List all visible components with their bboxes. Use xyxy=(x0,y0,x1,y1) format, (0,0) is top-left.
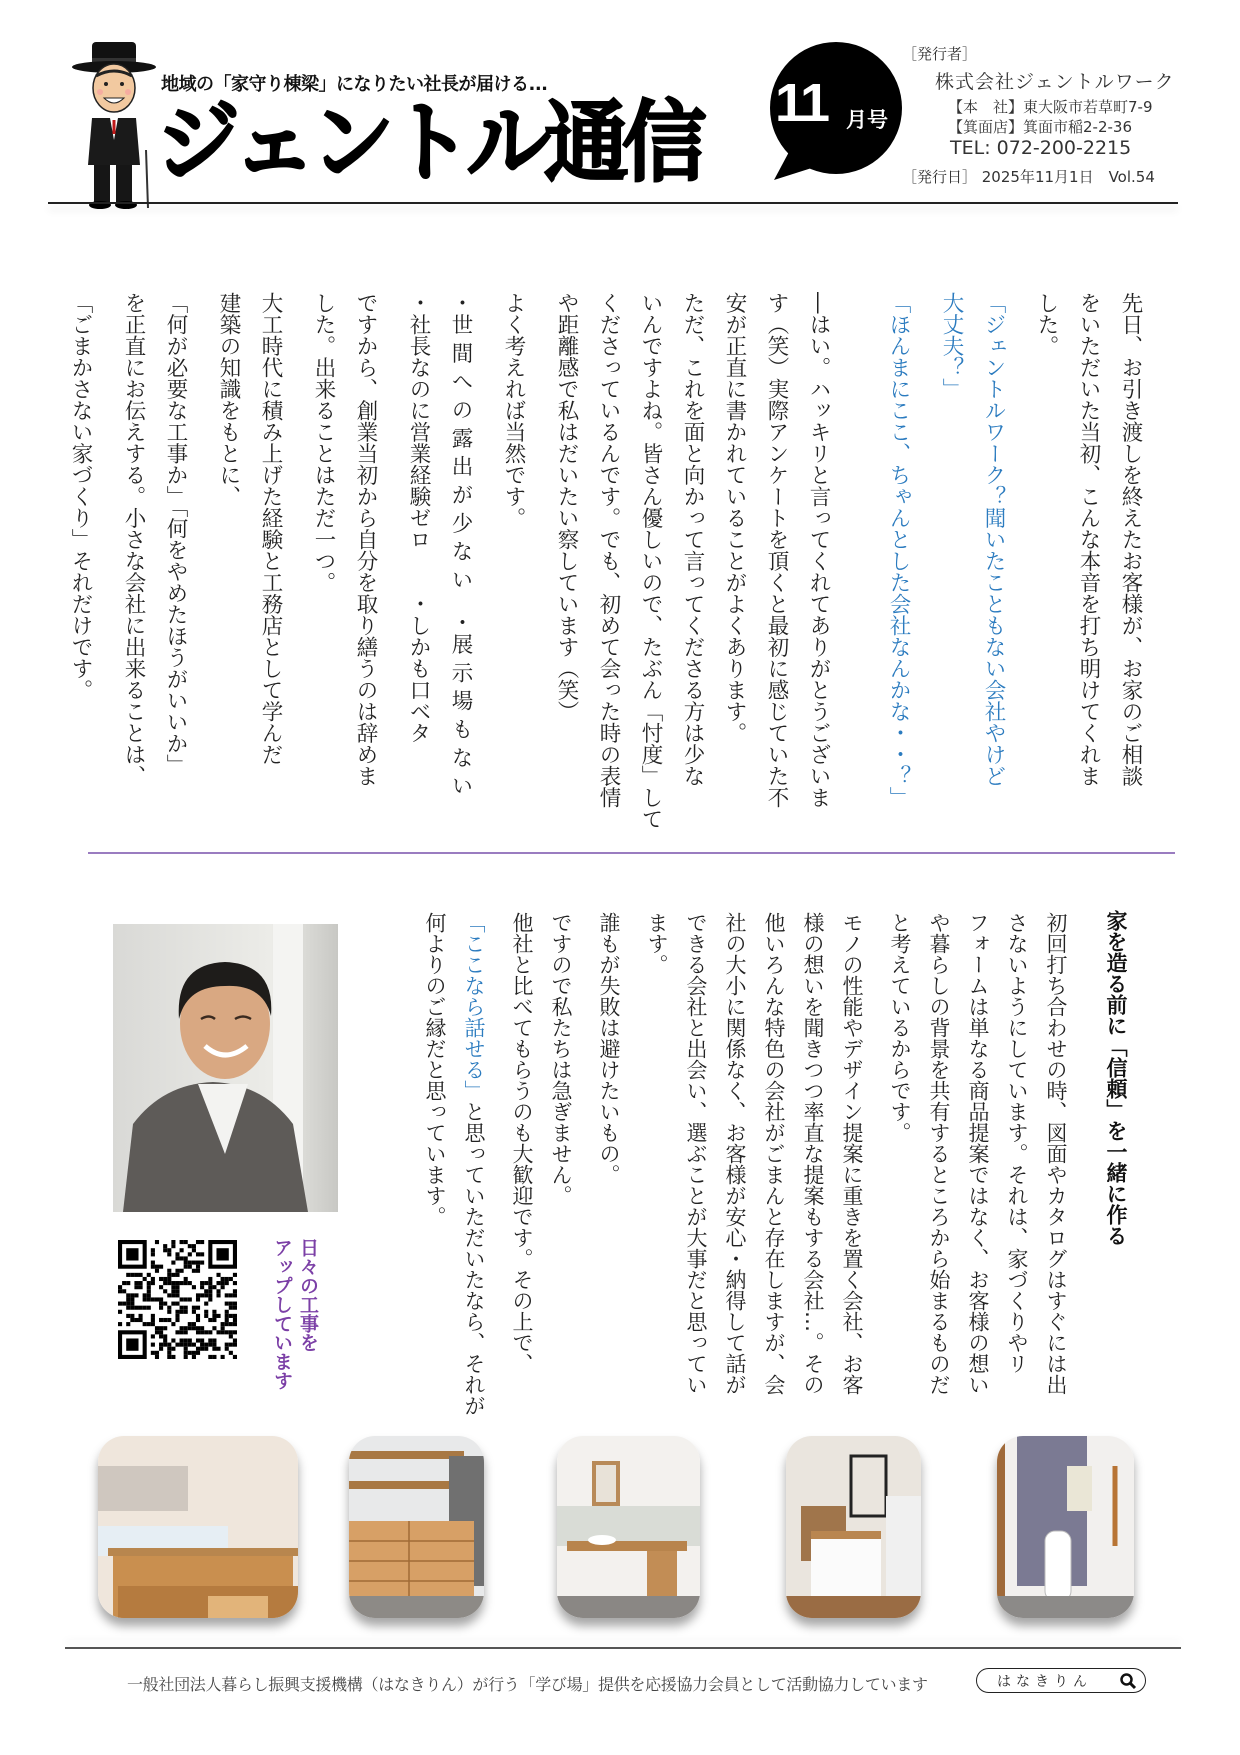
text-column: と考えているからです。 xyxy=(888,912,912,1143)
text-column: ―はい。ハッキリと言ってくれてありがとうございま xyxy=(806,292,831,808)
text-column xyxy=(930,292,972,812)
text-column: モノの性能やデザイン提案に重きを置く会社、お客 xyxy=(840,912,864,1395)
paragraph xyxy=(302,292,386,812)
instagram-caption-line2: アップしています xyxy=(271,1238,293,1390)
paragraph xyxy=(207,292,291,812)
text-column: いんですよね。皆さん優しいので、たぶん「忖度」して xyxy=(638,292,663,830)
phone-number: TEL: 072-200-2215 xyxy=(950,137,1132,159)
quote-highlight: 大丈夫？」 xyxy=(939,292,964,400)
company-name: 株式会社ジェントルワーク xyxy=(935,71,1175,93)
text-column: や距離感で私はだいたい察しています（笑） xyxy=(554,292,579,722)
text-column: 大工時代に積み上げた経験と工務店として学んだ xyxy=(258,292,283,765)
quote-highlight: 「ジェントルワーク？聞いたこともない会社やけど xyxy=(981,292,1006,787)
text-column: できる会社と出会い、選ぶことが大事だと思ってい xyxy=(684,912,708,1395)
text-span: と思っていただいたなら、それが xyxy=(462,1101,486,1416)
upper-article xyxy=(48,292,1151,830)
paragraph xyxy=(589,912,628,1412)
photo-kitchen-counter xyxy=(98,1436,298,1618)
section-divider xyxy=(88,852,1175,854)
photo-cupboard xyxy=(349,1436,484,1618)
text-column: 何よりのご縁だと思っています。 xyxy=(423,912,447,1227)
address-branch: 【箕面店】箕面市稲2-2-36 xyxy=(948,118,1132,136)
text-column: ですので私たちは急ぎません。 xyxy=(549,912,573,1206)
search-keyword: はなきりん xyxy=(997,1674,1092,1690)
lower-article-heading: 家を造る前に「信頼」を一緒に作る xyxy=(1104,910,1128,1246)
text-column: した。出来ることはただ一つ。 xyxy=(311,292,336,593)
text-column: 他いろんな特色の会社がごまんと存在しますが、会 xyxy=(762,912,786,1395)
text-column xyxy=(972,292,1014,812)
instagram-caption-line1: 日々の工事を xyxy=(297,1238,319,1352)
text-column: 「何が必要な工事か」「何をやめたほうがいいか」 xyxy=(163,292,188,776)
paragraph xyxy=(112,292,196,812)
instagram-qr-code[interactable] xyxy=(118,1240,237,1359)
text-column: 安が正直に書かれていることがよくあります。 xyxy=(722,292,747,744)
photo-washbasin xyxy=(557,1436,700,1618)
paragraph xyxy=(59,292,101,812)
quote-highlight: 「ここなら話せる」 xyxy=(462,912,486,1101)
text-column: 社の大小に関係なく、お客様が安心・納得して話が xyxy=(723,912,747,1395)
issue-number: 11 xyxy=(775,73,829,133)
lower-article xyxy=(406,912,1075,1416)
paragraph xyxy=(930,292,1014,812)
text-column: 先日、お引き渡しを終えたお客様が、お家のご相談 xyxy=(1118,292,1143,787)
issue-unit: 月号 xyxy=(846,108,888,132)
text-column: 建築の知識をもとに、 xyxy=(216,292,241,507)
address-main: 【本 社】東大阪市若草町7-9 xyxy=(948,98,1153,116)
text-column: す（笑）実際アンケートを頂くと最初に感じていた不 xyxy=(764,292,789,808)
text-column: 他社と比べてもらうのも大歓迎です。その上で、 xyxy=(510,912,534,1374)
paragraph xyxy=(545,292,839,830)
header-rule xyxy=(48,202,1178,204)
text-column: 誰もが失敗は避けたいもの。 xyxy=(597,912,621,1185)
footer-support-text: 一般社団法人暮らし振興支援機構（はなきりん）が行う「学び場」提供を応援協力会員として活動協力しています xyxy=(127,1675,928,1694)
paragraph xyxy=(637,912,871,1412)
text-column: した。 xyxy=(1034,292,1059,357)
text-column: ・世 間 へ の 露 出 が 少 な い ・展 示 場 も な い xyxy=(448,292,473,797)
footer-rule xyxy=(65,1647,1181,1649)
text-column: 「ごまかさない家づくり」それだけです。 xyxy=(68,292,93,701)
text-column: ただ、これを面と向かって言ってくださる方は少な xyxy=(680,292,705,787)
text-column: や暮らしの背景を共有するところから始まるものだ xyxy=(927,912,951,1395)
text-column: をいただいた当初、こんな本音を打ち明けてくれま xyxy=(1076,292,1101,787)
text-column: ですから、創業当初から自分を取り繕うのは辞めま xyxy=(353,292,378,787)
publisher-label: ［発行者］ xyxy=(902,45,978,63)
text-column: ・社長なのに営業経験ゼロ ・しかも口ベタ xyxy=(406,292,431,744)
issue-date: ［発行日］ 2025年11月1日 Vol.54 xyxy=(902,168,1155,186)
newsletter-title: ジェントル通信 xyxy=(156,90,701,194)
president-portrait-photo xyxy=(113,924,338,1212)
paragraph xyxy=(415,912,493,1416)
text-column: 初回打ち合わせの時、図面やカタログはすぐには出 xyxy=(1044,912,1068,1395)
text-column: よく考えれば当然です。 xyxy=(501,292,526,529)
text-column: さないようにしています。それは、家づくりやリ xyxy=(1005,912,1029,1374)
text-column: ます。 xyxy=(645,912,669,975)
header-subtitle: 地域の「家守り棟梁」になりたい社長が届ける... xyxy=(161,74,548,95)
photo-kitchen-island xyxy=(786,1436,921,1618)
paragraph xyxy=(880,912,1075,1412)
text-column: を正直にお伝えする。小さな会社に出来ることは、 xyxy=(121,292,146,787)
paragraph xyxy=(877,292,919,812)
paragraph xyxy=(502,912,580,1412)
quote-highlight: 「ほんまにここ、ちゃんとした会社なんかな・・？」 xyxy=(886,292,911,808)
search-icon xyxy=(1119,1672,1137,1690)
paragraph xyxy=(397,292,481,812)
text-column xyxy=(454,912,493,1416)
text-column: フォームは単なる商品提案ではなく、お客様の想い xyxy=(966,912,990,1395)
text-column xyxy=(877,292,919,812)
paragraph xyxy=(492,292,534,812)
paragraph xyxy=(1025,292,1151,812)
mascot-illustration xyxy=(66,40,162,210)
photo-toilet xyxy=(997,1436,1134,1618)
text-column: くださっているんです。でも、初めて会った時の表情 xyxy=(596,292,621,808)
hanakirin-search-box[interactable] xyxy=(976,1668,1146,1693)
text-column: 様の想いを聞きつつ率直な提案もする会社…。その xyxy=(801,912,825,1395)
